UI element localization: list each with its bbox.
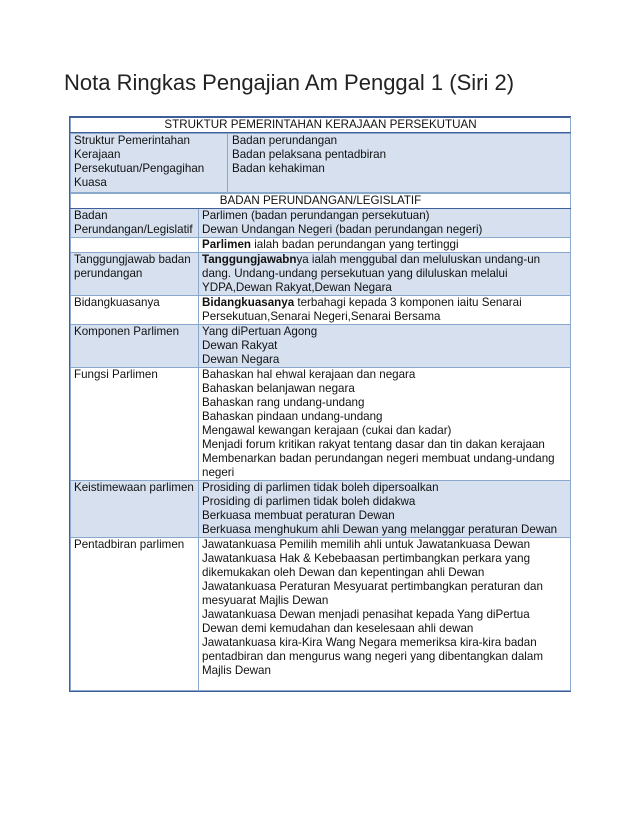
section-header-struktur: STRUKTUR PEMERINTAHAN KERAJAAN PERSEKUTUAN <box>71 118 571 133</box>
table-row <box>71 538 571 691</box>
row-label: Keistimewaan parlimen <box>71 481 199 538</box>
section-header-legislatif: BADAN PERUNDANGAN/LEGISLATIF <box>71 194 571 209</box>
row-label: Badan Perundangan/Legislatif <box>71 209 199 238</box>
row-label: Bidangkuasanya <box>71 296 199 325</box>
row-content: Prosiding di parlimen tidak boleh dipersoalkan Prosiding di parlimen tidak boleh didakwa Berkuasa membuat peraturan Dewan Berkuasa menghukum ahli Dewan yang melanggar peraturan Dewan <box>199 481 571 538</box>
list-item: Badan pelaksana pentadbiran <box>232 148 387 161</box>
row-content: Tanggungjawabnya ialah menggubal dan meluluskan undang-un dang. Undang-undang persekutuan yang diluluskan melalui YDPA,Dewan Rakyat,Dewan Negara <box>199 253 571 296</box>
struktur-label: Struktur Pemerintahan Kerajaan Persekutuan/Pengagihan Kuasa <box>71 134 228 193</box>
struktur-subtable <box>70 133 571 193</box>
row-label: Komponen Parlimen <box>71 325 199 368</box>
table-row <box>71 134 571 193</box>
table-row <box>71 325 571 368</box>
row-label: Fungsi Parlimen <box>71 368 199 481</box>
struktur-list <box>228 134 571 193</box>
notes-table <box>69 116 571 692</box>
row-content: Parlimen (badan perundangan persekutuan) Dewan Undangan Negeri (badan perundangan negeri) <box>199 209 571 238</box>
table-row <box>71 296 571 325</box>
row-content: Bidangkuasanya terbahagi kepada 3 komponen iaitu Senarai Persekutuan,Senarai Negeri,Senarai Bersama <box>199 296 571 325</box>
row-content: Yang diPertuan Agong Dewan Rakyat Dewan Negara <box>199 325 571 368</box>
table-row <box>71 238 571 253</box>
list-item: Badan perundangan <box>232 134 338 147</box>
row-content: Jawatankuasa Pemilih memilih ahli untuk Jawatankuasa Dewan Jawatankuasa Hak & Kebebaasan pertimbangkan perkara yang dikemukakan oleh Dewan dan kepentingan ahli Dewan Jawatankuasa Peraturan Mesyuarat pertimbangkan peraturan dan mesyuarat Majlis Dewan Jawatankuasa Dewan menjadi penasihat kepada Yang diPertua Dewan demi kemudahan dan keselesaan ahli dewan Jawatankuasa kira-Kira Wang Negara memeriksa kira-kira badan pentadbiran dan mengurus wang negeri yang dibentangkan dalam Majlis Dewan <box>199 538 571 691</box>
row-content: Bahaskan hal ehwal kerajaan dan negara Bahaskan belanjawan negara Bahaskan rang undang-undang Bahaskan pindaan undang-undang Mengawal kewangan kerajaan (cukai dan kadar) Menjadi forum kritikan rakyat tentang dasar dan tin dakan kerajaan Membenarkan badan perundangan negeri membuat undang-undang negeri <box>199 368 571 481</box>
list-item: Badan kehakiman <box>232 162 325 175</box>
page-title: Nota Ringkas Pengajian Am Penggal 1 (Siri 2) <box>64 70 515 95</box>
row-content: Parlimen ialah badan perundangan yang tertinggi <box>199 238 571 253</box>
row-label: Pentadbiran parlimen <box>71 538 199 691</box>
table-row <box>71 481 571 538</box>
row-label: Tanggungjawab badan perundangan <box>71 253 199 296</box>
table-row <box>71 209 571 238</box>
table-row <box>71 253 571 296</box>
table-row <box>71 368 571 481</box>
